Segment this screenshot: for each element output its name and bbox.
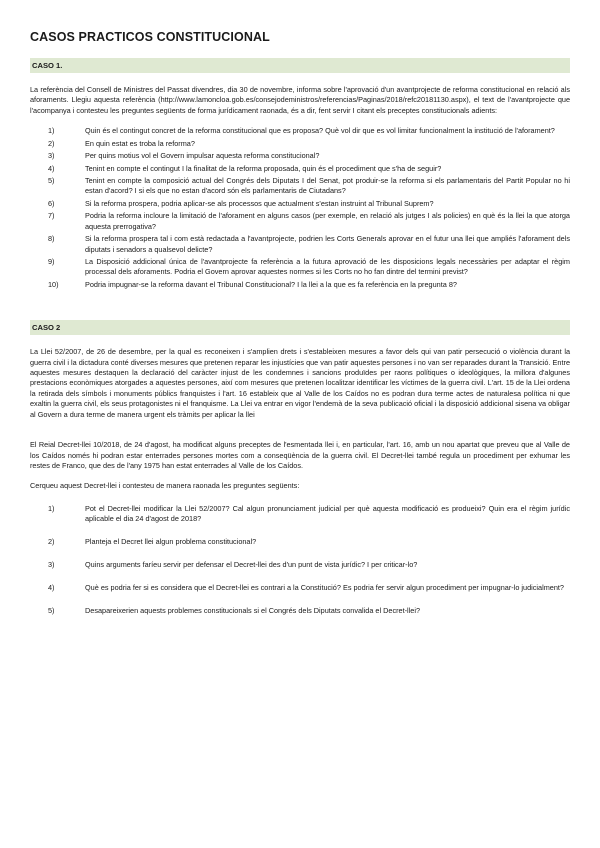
question-number: 2) [48,138,55,148]
question-number: 5) [48,176,55,186]
document-page [30,30,570,629]
question-text: Desapareixerien aquests problemes constitucionals si el Congrés dels Diputats convalida el Decret-llei? [85,605,421,615]
question-text: La Disposició addicional única de l'avantprojecte fa referència a la futura aprovació de les disposicions legals necessàries per adaptar el règim processal dels aforaments. Podria el Govern aprovar aquestes normes si les Corts no ho fan dintre del termini previst? [85,256,570,277]
question-number: 1) [48,503,55,513]
case-2-question-list [30,504,570,616]
case-1-question-list [30,126,570,290]
question-number: 4) [48,582,55,592]
case-1-question [30,280,570,290]
question-number: 9) [48,256,55,266]
question-number: 3) [48,559,55,569]
case-1-question [30,257,570,278]
question-text: Tenint en compte el contingut I la finalitat de la reforma proposada, quin és el procediment que s'ha de seguir? [85,163,442,173]
case-1-intro: La referència del Consell de Ministres del Passat divendres, dia 30 de novembre, informa sobre l'aprovació d'un avantprojecte de reforma constitucional en relació als aforaments. Llegiu aquesta referència (http://www.lamoncloa.gob.es/consejodeministros/referencias/Paginas/2018/refc20181130.aspx), el text de l'avantprojecte que l'acompanya i contesteu les preguntes següents de forma jurídicament raonada, és a dir, fent servir I citant els preceptes constitucionals adients: [30,85,570,115]
question-text: Podria la reforma incloure la limitació de l'aforament en alguns casos (per exemple, en relació als jutges I als policies) en què és la llei la que atorga aquesta prerrogativa? [85,211,570,231]
question-number: 3) [48,151,55,161]
case-2-question [30,583,570,593]
question-number: 5) [48,605,55,615]
case-2-question [30,504,570,525]
case-2-question [30,606,570,616]
case-2-paragraph-2: El Reial Decret-llei 10/2018, de 24 d'agost, ha modificat alguns preceptes de l'esmentada llei i, en particular, l'art. 16, amb un nou apartat que preveu que al Valle de los Caídos només hi podran estar enterrades persones mortes com a conseqüència de la guerra civil. El Decret-llei també regula un procediment per exhumar les restes de Franco, que des de l'any 1975 han estat enterrades al Valle de los Caídos. [30,440,570,470]
question-text: Podria impugnar-se la reforma davant el Tribunal Constitucional? I la llei a la que es fa referència en la pregunta 8? [85,279,457,289]
question-text: Quin és el contingut concret de la reforma constitucional que es proposa? Què vol dir que es vol limitar funcionalment la institució de l'aforament? [85,126,555,136]
case-2-lead: Cerqueu aquest Decret-llei i contesteu de manera raonada les preguntes següents: [30,481,300,491]
question-text: Tenint en compte la composició actual del Congrés dels Diputats I del Senat, pot produir-se la reforma si els parlamentaris del Partit Popular no hi estan d'acord? I si els que no estan d'acord són els parlamentaris de Ciutadans? [85,176,570,196]
case-1-question [30,176,570,197]
case-1-heading: CASO 1. [30,58,570,73]
case-1-question [30,234,570,255]
question-text: Planteja el Decret llei algun problema constitucional? [85,537,257,547]
case-2-question [30,560,570,570]
case-2-question [30,537,570,547]
document-title: CASOS PRACTICOS CONSTITUCIONAL [30,30,270,44]
question-number: 2) [48,537,55,547]
question-number: 10) [48,279,59,289]
question-text: Pot el Decret-llei modificar la Llei 52/2007? Cal algun pronunciament judicial per què aquesta modificació es produeixi? Quin era el règim jurídic aplicable el dia 24 d'agost de 2018? [85,503,570,524]
case-1-question [30,126,570,136]
case-1-question [30,151,570,161]
case-1-question [30,164,570,174]
question-number: 8) [48,234,55,244]
case-2-paragraph-1: La Llei 52/2007, de 26 de desembre, per la qual es reconeixen i s'amplien drets i s'estableixen mesures a favor dels qui van patir persecució o violència durant la guerra civil i la dictadura conté diverses mesures que pretenen reparar les injustícies que van patir aquestes persones i no van ser reparades durant la Transició. Entre aquestes mesures destaquen la declaració del caràcter injust de les condemnes i sancions produïdes per raons polítiques o ideològiques, la millora d'algunes prestacions econòmiques atorgades a aquestes persones, així com mesures que pretenen localitzar identificar les víctimes de la guerra civil. L'art. 15 de la Llei ordena la retirada dels símbols i monuments públics franquistes i l'art. 16 estableix que al Valle de los Caídos no es podran dura terme actes de naturalesa política ni que exaltin la guerra civil, els seus protagonistes ni el franquisme. La Llei va entrar en vigor l'endemà de la seva publicació oficial i la disposició addicional sisena va obligar al Govern a dura terme de manera urgent els tràmits per aplicar la llei [30,347,570,419]
question-text: Quins arguments faríeu servir per defensar el Decret-llei des d'un punt de vista jurídic? I per criticar-lo? [85,559,418,569]
question-number: 6) [48,198,55,208]
question-number: 7) [48,211,55,221]
question-text: En quin estat es troba la reforma? [85,138,195,148]
question-text: Què es podria fer si es considera que el Decret-llei es contrari a la Constitució? Es podria fer servir algun procediment per impugnar-lo judicialment? [85,582,564,592]
case-1-question [30,139,570,149]
case-1-question [30,199,570,209]
question-text: Si la reforma prospera, podria aplicar-se als processos que actualment s'estan instruint al Tribunal Suprem? [85,198,434,208]
case-2-heading: CASO 2 [30,320,570,335]
case-1-question [30,211,570,232]
question-text: Si la reforma prospera tal i com està redactada a l'avantprojecte, podrien les Corts Generals aprovar en el futur una llei que ampliés l'aforament dels diputats i senadors a qualsevol delicte? [85,234,570,254]
question-number: 1) [48,126,55,136]
question-text: Per quins motius vol el Govern impulsar aquesta reforma constitucional? [85,151,320,161]
question-number: 4) [48,163,55,173]
